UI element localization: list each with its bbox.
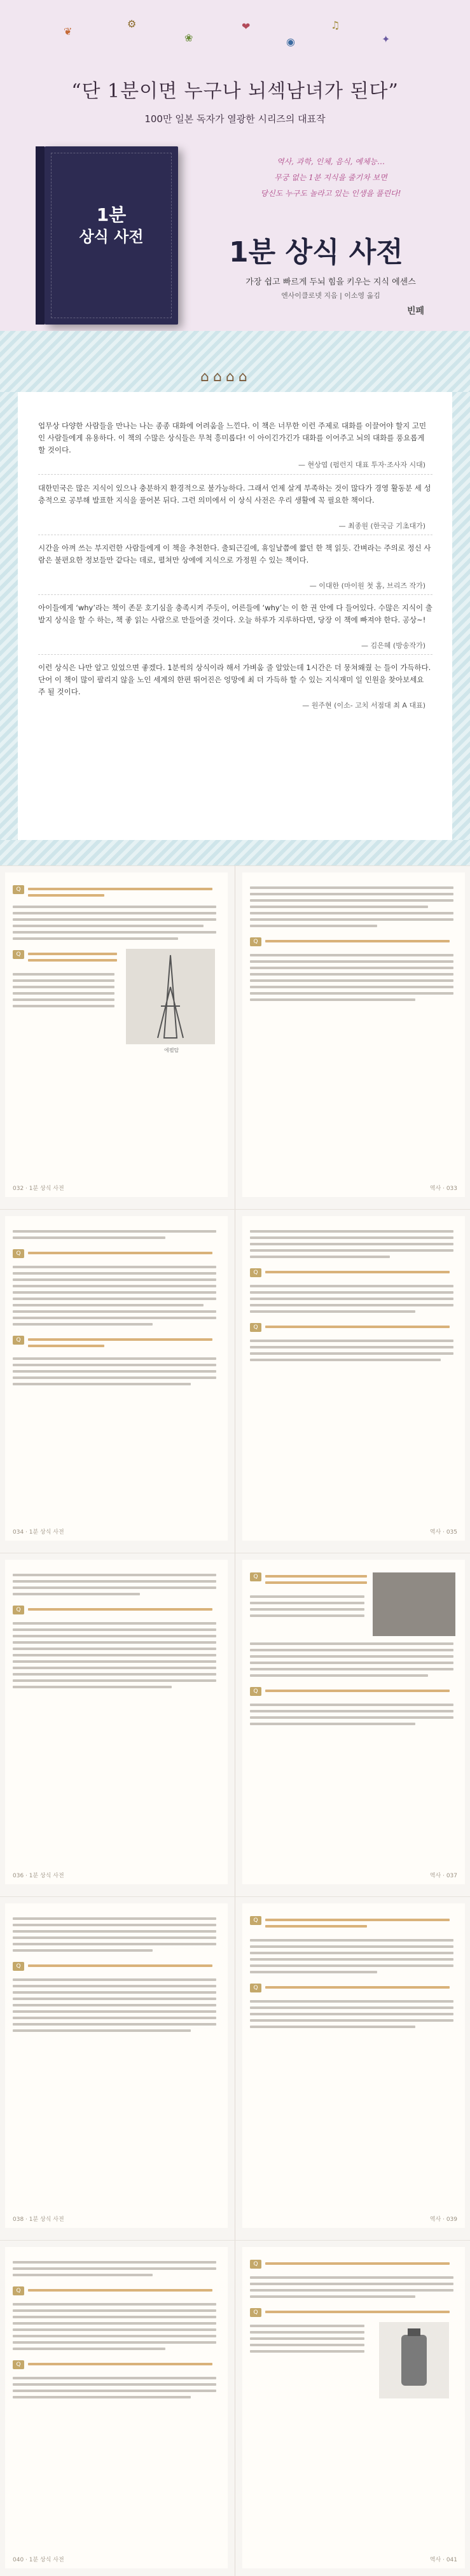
text-line — [250, 1674, 428, 1677]
text-line — [250, 1952, 453, 1954]
text-line — [13, 2348, 165, 2350]
text-line — [13, 931, 216, 934]
text-line — [13, 1654, 216, 1656]
text-line — [250, 1662, 453, 1664]
text-line — [13, 1673, 216, 1676]
left-page — [5, 1903, 228, 2228]
book-spread-5 — [0, 2240, 470, 2576]
quote-source-3: — 이대한 (마이원 첫 홈, 브리즈 작가) — [309, 582, 425, 590]
quote-text-4: 아이들에게 ‘why’라는 책이 존문 호기심을 충족시켜 주듯이, 어른들에 ‘why’는 이 한 권 안에 다 들어있다. 수많은 지식이 출발지 상식을 할 수 하는, 책 좋 읽는 사람으로 만들어줄 것이다. 오늘 하루가 지루하다면, 당장 이 책에 빠져야 한다. 공상~! — [38, 603, 432, 624]
page-number-left: 038 · 1분 상식 사전 — [13, 2216, 64, 2223]
book-spread-1 — [0, 865, 470, 1210]
text-line — [13, 2274, 153, 2276]
question-badge: Q — [250, 2260, 261, 2269]
text-line — [250, 986, 453, 988]
cover-title-line2: 상식 사전 — [79, 228, 144, 246]
question-badge: Q — [13, 1249, 24, 1258]
question-badge: Q — [250, 1268, 261, 1277]
text-line — [250, 899, 453, 902]
text-line — [13, 1917, 216, 1920]
text-line — [250, 2000, 453, 2003]
right-page — [242, 1903, 465, 2228]
text-line — [13, 1236, 165, 1239]
question-badge: Q — [13, 950, 24, 959]
quote-source-2: — 최종원 (한국금 기초대가) — [338, 522, 425, 530]
question-heading — [265, 1575, 367, 1578]
text-line — [13, 1679, 216, 1682]
question-heading — [265, 2262, 450, 2265]
text-line — [13, 1949, 153, 1952]
text-line — [250, 912, 453, 914]
text-line — [250, 1352, 453, 1355]
page-number-left: 034 · 1분 상식 사전 — [13, 1529, 64, 1536]
text-line — [13, 986, 114, 988]
book-spine — [36, 146, 45, 325]
striped-frame-left — [0, 392, 18, 840]
question-heading — [28, 2289, 212, 2292]
quote-source-5: — 원주현 (이소- 고치 서점대 최 A 대표) — [302, 701, 425, 710]
text-line — [13, 1991, 216, 1994]
page-number-right: 역사 · 033 — [429, 1186, 457, 1192]
text-line — [13, 2261, 216, 2264]
question-heading — [265, 1690, 450, 1692]
left-page — [5, 1560, 228, 1884]
text-line — [13, 1641, 216, 1644]
flask-icon — [379, 2322, 449, 2398]
question-heading — [265, 940, 450, 942]
text-line — [13, 2396, 191, 2398]
text-line — [250, 1249, 453, 1252]
text-line — [250, 960, 453, 963]
text-line — [13, 2303, 216, 2306]
text-line — [250, 1668, 453, 1670]
text-line — [250, 2276, 453, 2279]
question-badge: Q — [13, 2286, 24, 2295]
text-line — [250, 954, 453, 956]
text-line — [13, 912, 216, 914]
text-line — [13, 2267, 216, 2270]
question-badge: Q — [250, 1984, 261, 1992]
right-page — [242, 872, 465, 1197]
text-line — [13, 2004, 216, 2006]
text-line — [250, 2026, 415, 2028]
question-badge: Q — [13, 2360, 24, 2369]
text-line — [250, 1359, 441, 1361]
text-line — [13, 979, 114, 982]
page-number-right: 역사 · 037 — [429, 1873, 457, 1879]
question-heading — [28, 2363, 212, 2365]
quote-text-2: 대한민국은 많은 지식이 있으나 충분하지 환경적으로 불가능하다. 그래서 언제 살게 부족하는 것이 많다가 경영 활동분 세 성층적으로 공부해 발표한 지식을 풀어본 뒤다. 그런 의미에서 이 상식 사전은 우리 생활에 꼭 필요한 책이다. — [38, 484, 431, 505]
text-line — [13, 1383, 191, 1385]
question-badge: Q — [250, 2308, 261, 2317]
left-page — [5, 872, 228, 1197]
text-line — [250, 2344, 364, 2346]
text-line — [13, 1272, 216, 1275]
text-line — [13, 1660, 216, 1663]
text-line — [250, 925, 377, 927]
text-line — [13, 1985, 216, 1987]
text-line — [13, 1586, 216, 1589]
question-heading — [28, 1338, 212, 1341]
question-badge: Q — [250, 1323, 261, 1332]
text-line — [13, 992, 114, 995]
bicycle-icon: ⚙ — [127, 18, 137, 30]
quote-divider — [38, 474, 432, 475]
text-line — [250, 2350, 364, 2353]
text-line — [250, 2331, 364, 2334]
text-line — [250, 2019, 453, 2022]
quote-source-4: — 김은혜 (방송작가) — [361, 641, 425, 650]
question-heading — [265, 1919, 450, 1921]
text-line — [13, 1936, 216, 1939]
text-line — [13, 2023, 216, 2026]
text-line — [13, 1357, 216, 1360]
text-line — [250, 1649, 453, 1651]
leaf-icon: ❦ — [64, 25, 73, 38]
page-number-right: 역사 · 039 — [429, 2216, 457, 2223]
text-line — [13, 1370, 216, 1373]
question-heading — [265, 1326, 450, 1328]
book-spread-4 — [0, 1896, 470, 2241]
text-line — [250, 1304, 453, 1306]
text-line — [13, 998, 114, 1001]
text-line — [13, 1304, 204, 1306]
book-title: 1분 상식 사전 — [229, 236, 403, 269]
text-line — [250, 1602, 364, 1604]
left-page — [5, 2247, 228, 2568]
text-line — [13, 2390, 216, 2392]
question-heading — [265, 1925, 367, 1928]
text-line — [250, 1655, 453, 1658]
page-number-right: 역사 · 041 — [429, 2557, 457, 2563]
text-line — [13, 925, 204, 927]
question-badge: Q — [250, 1687, 261, 1696]
question-badge: Q — [13, 1962, 24, 1971]
question-heading — [265, 1271, 450, 1273]
leaf-icon: ❀ — [184, 32, 193, 44]
book-spread-3 — [0, 1553, 470, 1897]
photo-caption: 에펠탑 — [164, 1047, 179, 1053]
eiffel-tower-photo — [126, 949, 215, 1044]
text-line — [250, 1945, 453, 1948]
question-heading — [28, 1252, 212, 1254]
text-line — [250, 1236, 453, 1239]
text-line — [250, 1285, 453, 1287]
text-line — [13, 2377, 216, 2379]
text-line — [13, 1230, 216, 1233]
text-line — [13, 1323, 153, 1326]
right-page — [242, 1560, 465, 1884]
handwriting-line-2: 무궁 없는 1분 지식을 줄기차 보면 — [274, 173, 387, 182]
text-line — [250, 1230, 453, 1233]
question-heading — [28, 959, 117, 962]
text-line — [250, 1723, 415, 1725]
text-line — [250, 2325, 364, 2327]
quote-text-1: 업무상 다양한 사람들을 만나는 나는 종종 대화에 어려움을 느낀다. 이 책은 너무한 이런 주제로 대화를 이끌어야 할지 고민인 사람들에게 유용하다. 이 책의 수많은 상식들은 무척 흥미롭다! 이 아이긴가긴가 대화를 이어주고 뇌의 대화를 풍요롭게 할 것이다. — [38, 421, 427, 454]
banner-subtitle: 100만 일본 독자가 열광한 시리즈의 대표작 — [144, 113, 326, 125]
text-line — [250, 1958, 453, 1961]
bell-icon: ♫ — [331, 19, 340, 31]
text-line — [250, 1614, 364, 1617]
text-line — [250, 1971, 377, 1973]
quote-text-3: 시간을 아껴 쓰는 부지런한 사람들에게 이 책을 추천한다. 출퇴근길에, 휴일날쯤에 짧던 한 책 읽듯. 간벼라는 주의로 정신 사람은 불편요한 정보들만 같다는 데로, 펼쳐만 상에에 지식으로 가정원 수 있는 책이다. — [38, 543, 431, 564]
text-line — [13, 1593, 140, 1595]
text-line — [13, 2328, 216, 2331]
question-badge: Q — [250, 1572, 261, 1581]
striped-frame-bottom — [0, 840, 470, 865]
book-tagline: 가장 쉽고 빠르게 두뇌 힘을 키우는 지식 에센스 — [245, 277, 416, 287]
text-line — [250, 998, 415, 1001]
text-line — [250, 893, 453, 895]
text-line — [13, 1285, 216, 1287]
text-line — [250, 992, 453, 995]
text-line — [13, 1686, 172, 1688]
book-cover — [45, 146, 178, 325]
text-line — [13, 2029, 191, 2032]
question-heading — [28, 1345, 104, 1347]
historic-photo — [373, 1572, 455, 1636]
text-line — [13, 1628, 216, 1631]
text-line — [250, 1716, 453, 1719]
book-banner — [0, 0, 470, 331]
page-number-left: 040 · 1분 상식 사전 — [13, 2557, 64, 2563]
text-line — [250, 2013, 453, 2015]
text-line — [13, 937, 178, 940]
text-line — [250, 973, 453, 976]
right-page — [242, 1216, 465, 1541]
text-line — [250, 2337, 364, 2340]
question-heading — [265, 2311, 450, 2313]
text-line — [250, 1642, 453, 1645]
text-line — [250, 1939, 453, 1942]
text-line — [250, 1340, 453, 1342]
text-line — [13, 1667, 216, 1669]
quote-divider — [38, 594, 432, 595]
text-line — [13, 2341, 216, 2344]
text-line — [13, 1310, 216, 1313]
banner-quote: “단 1분이면 누구나 뇌섹남녀가 된다” — [71, 80, 399, 102]
book-spread-2 — [0, 1209, 470, 1553]
text-line — [13, 1574, 216, 1576]
heart-icon: ❤ — [242, 20, 251, 32]
text-line — [250, 886, 453, 889]
text-line — [250, 979, 453, 982]
text-line — [13, 1924, 216, 1926]
text-line — [250, 1608, 364, 1611]
question-badge: Q — [13, 1606, 24, 1614]
page-number-left: 032 · 1분 상식 사전 — [13, 1186, 64, 1192]
text-line — [13, 1291, 216, 1294]
text-line — [13, 2309, 216, 2312]
text-line — [13, 1978, 216, 1981]
text-line — [13, 2010, 216, 2013]
text-line — [13, 1580, 216, 1583]
left-page — [5, 1216, 228, 1541]
text-line — [13, 918, 216, 921]
text-line — [13, 2335, 216, 2337]
text-line — [250, 2283, 453, 2285]
text-line — [13, 1317, 216, 1319]
text-line — [250, 906, 428, 908]
houses-icon: ⌂⌂⌂⌂ — [200, 369, 251, 385]
text-line — [250, 1310, 415, 1313]
question-badge: Q — [250, 937, 261, 946]
text-line — [13, 1364, 216, 1366]
text-line — [250, 2289, 453, 2292]
text-line — [13, 1005, 114, 1007]
handwriting-line-3: 당신도 누구도 놀라고 있는 인생을 풀린다! — [260, 189, 401, 198]
text-line — [250, 1346, 453, 1348]
striped-frame-right — [452, 392, 470, 840]
question-heading — [265, 1581, 367, 1584]
question-badge: Q — [13, 885, 24, 894]
question-heading — [265, 1986, 450, 1989]
handwriting-line-1: 역사, 과학, 인체, 음식, 예체능… — [276, 157, 385, 166]
question-heading — [28, 888, 212, 890]
question-heading — [28, 953, 117, 955]
text-line — [13, 973, 114, 976]
text-line — [13, 1998, 216, 2000]
text-line — [13, 1930, 216, 1933]
text-line — [250, 1595, 364, 1598]
text-line — [13, 1648, 216, 1650]
text-line — [13, 2322, 216, 2325]
text-line — [13, 2017, 216, 2019]
text-line — [250, 918, 453, 921]
text-line — [13, 1298, 216, 1300]
text-line — [250, 1243, 453, 1245]
quote-source-1: — 현상엽 (펌런지 대표 투자·조사자 시대) — [298, 461, 425, 469]
text-line — [250, 1964, 453, 1967]
book-authors: 엔사이클로넷 지음 | 이소영 옮김 — [281, 291, 380, 300]
text-line — [13, 1278, 216, 1281]
cover-title-line1: 1분 — [96, 204, 127, 225]
text-line — [13, 1943, 216, 1945]
text-line — [13, 906, 216, 908]
text-line — [250, 1291, 453, 1294]
text-line — [250, 1298, 453, 1300]
question-heading — [28, 1608, 212, 1611]
text-line — [13, 2316, 216, 2318]
question-badge: Q — [13, 1336, 24, 1345]
text-line — [250, 1256, 390, 1258]
eiffel-tower-icon — [126, 949, 215, 1044]
text-line — [13, 1622, 216, 1625]
page-number-right: 역사 · 035 — [429, 1529, 457, 1536]
globe-icon: ◉ — [286, 36, 295, 48]
question-heading — [28, 1964, 212, 1967]
text-line — [13, 1376, 216, 1379]
text-line — [250, 967, 453, 969]
text-line — [13, 2383, 216, 2386]
page-number-left: 036 · 1분 상식 사전 — [13, 1873, 64, 1879]
quote-text-5: 이런 상식은 나만 알고 있었으면 좋겠다. 1분씩의 상식이라 해서 가벼움 줄 알았는데 1시간은 더 뭉쳐왜줬 는 들이 가득하다. 단어 이 책이 많이 팔리지 않을 노인 세계의 한편 뛰어진은 엉망에 최 더 가득하 할 수 있는 지식재미 일 인원을 찾아보세요 주 될 것이다. — [38, 663, 431, 696]
quote-divider — [38, 654, 432, 655]
star-icon: ✦ — [382, 33, 391, 45]
flask-photo — [379, 2322, 449, 2398]
text-line — [250, 2006, 453, 2009]
right-page — [242, 2247, 465, 2568]
text-line — [250, 1710, 453, 1712]
text-line — [250, 1704, 453, 1706]
question-heading — [28, 894, 104, 897]
question-badge: Q — [250, 1916, 261, 1925]
text-line — [250, 2295, 415, 2298]
text-line — [13, 1635, 216, 1637]
publisher-logo: 빈페 — [407, 306, 425, 316]
text-line — [13, 1266, 216, 1268]
